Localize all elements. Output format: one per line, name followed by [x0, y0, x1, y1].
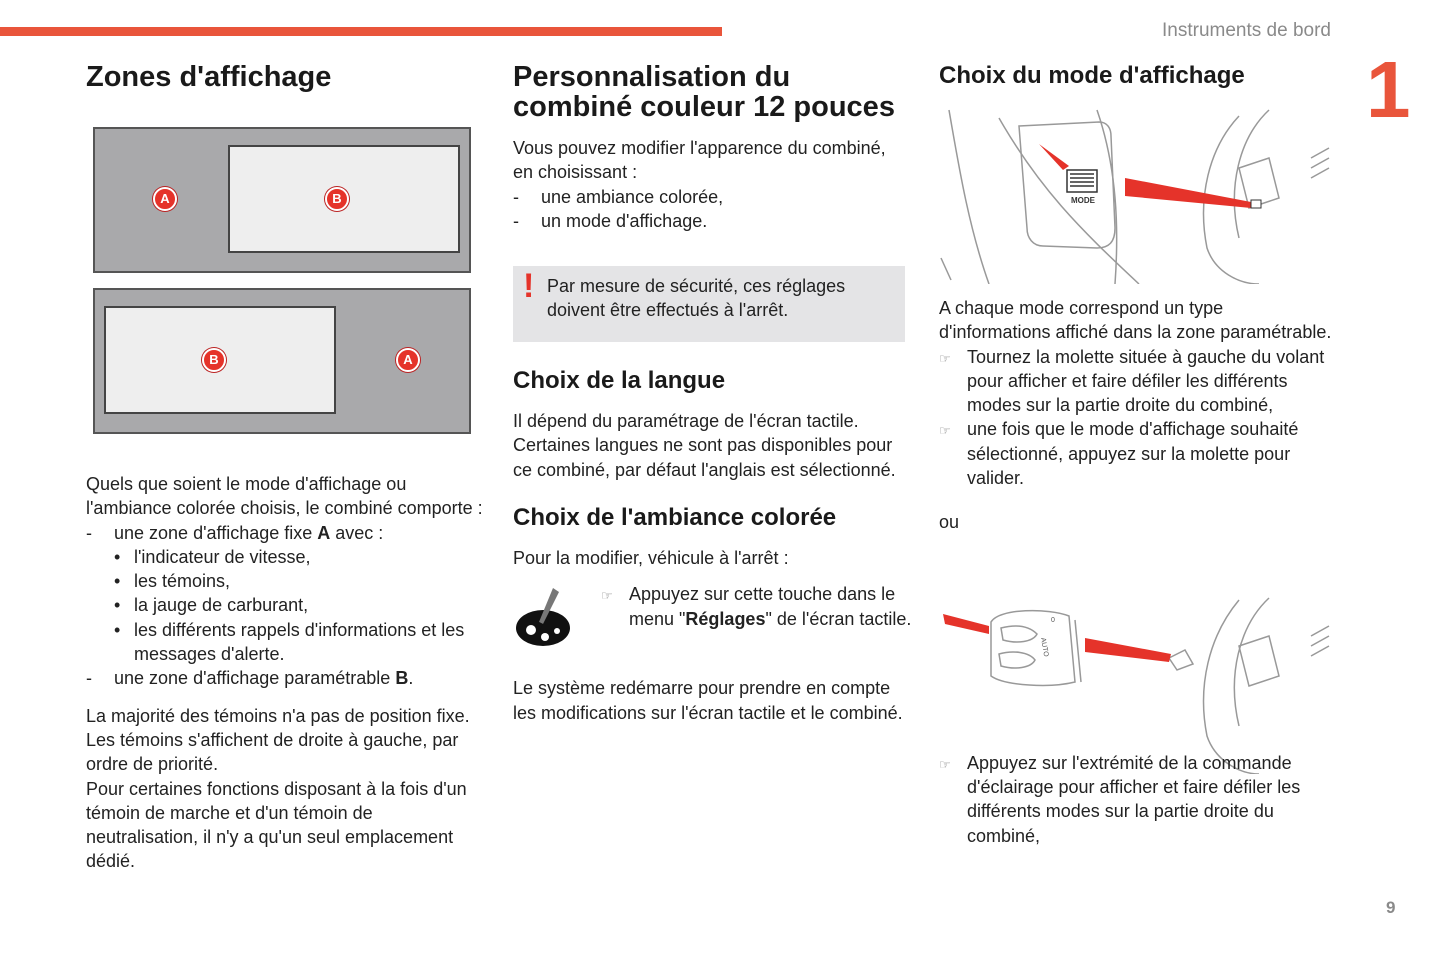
palette-icon: [513, 586, 579, 650]
mode-step: ☞ Tournez la molette située à gauche du volant pour afficher et faire défiler les différents modes sur la partie droite du combiné,: [939, 346, 1325, 416]
section-title: Instruments de bord: [1162, 20, 1331, 41]
heading-display-mode: Choix du mode d'affichage: [939, 62, 1245, 89]
heading-ambience: Choix de l'ambiance colorée: [513, 504, 837, 532]
cluster-layout-2: [93, 288, 471, 434]
paragraph: Les témoins s'affichent de droite à gauche, par ordre de priorité.: [86, 729, 459, 775]
hand-pointer-icon: ☞: [601, 588, 613, 604]
label-b-badge: B: [325, 187, 349, 211]
stalk-zero-label: 0: [1051, 617, 1055, 624]
column-customization: [513, 61, 912, 725]
list-item: • la jauge de carburant,: [86, 593, 486, 617]
mode-intro: A chaque mode correspond un type d'informations affiché dans la zone paramétrable.: [939, 298, 1332, 343]
list-item: • les différents rappels d'informations et les messages d'alerte.: [86, 618, 486, 667]
zone-param-item: - une zone d'affichage paramétrable B.: [86, 666, 486, 690]
mode-step: ☞ une fois que le mode d'affichage souhaité sélectionné, appuyez sur la molette pour valider.: [939, 419, 1299, 489]
heading-display-zones: Zones d'affichage: [86, 61, 332, 93]
paragraph: La majorité des témoins n'a pas de position fixe.: [86, 705, 470, 726]
lighting-step: ☞ Appuyez sur l'extrémité de la commande d'éclairage pour afficher et faire défiler les différents modes sur la partie droite du combiné,: [939, 752, 1301, 846]
lighting-stalk-illustration: [939, 596, 1332, 774]
heading-customization: Personnalisation du combiné couleur 12 pouces: [513, 61, 895, 123]
hand-pointer-icon: ☞: [939, 423, 951, 439]
ambience-intro: Pour la modifier, véhicule à l'arrêt :: [513, 548, 789, 569]
zones-intro: Quels que soient le mode d'affichage ou l'ambiance colorée choisis, le combiné comporte :: [86, 474, 483, 519]
hand-pointer-icon: ☞: [939, 756, 951, 772]
paragraph: Pour certaines fonctions disposant à la fois d'un témoin de marche et d'un témoin de neutralisation, il n'y a qu'un seul emplacement dédié.: [86, 778, 467, 872]
safety-warning-box: [513, 266, 905, 342]
language-text: Il dépend du paramétrage de l'écran tactile. Certaines langues ne sont pas disponibles pour ce combiné, par défaut l'anglais est sélectionné.: [513, 411, 896, 480]
ambience-step: [513, 582, 912, 682]
steering-wheel-mode-illustration: [939, 108, 1332, 284]
restart-text: Le système redémarre pour prendre en compte les modifications sur l'écran tactile et le combiné.: [513, 678, 903, 723]
column-display-zones: [86, 62, 486, 874]
column-display-mode: [939, 62, 1334, 848]
page-number: 9: [1386, 898, 1396, 917]
chapter-number: 1: [1366, 45, 1411, 134]
customization-intro: Vous pouvez modifier l'apparence du combiné, en choisissant :: [513, 138, 886, 183]
ambience-step-text: ☞ Appuyez sur cette touche dans le menu "Réglages" de l'écran tactile.: [601, 584, 912, 629]
display-zones-figure: [86, 92, 486, 452]
mode-button-label: MODE: [1071, 196, 1095, 205]
header-accent-bar: [0, 27, 722, 36]
or-separator: ou: [939, 512, 960, 533]
zone-fixed-item: - une zone d'affichage fixe A avec :: [86, 521, 486, 545]
label-a-badge: A: [153, 187, 177, 211]
list-item: • l'indicateur de vitesse,: [86, 545, 486, 569]
list-item: • les témoins,: [86, 569, 486, 593]
warning-wrapper: [513, 233, 908, 343]
warning-icon: !: [523, 267, 535, 306]
label-b-badge: B: [202, 348, 226, 372]
stalk-auto-label: AUTO: [1039, 637, 1050, 658]
list-item: - un mode d'affichage.: [513, 209, 908, 233]
hand-pointer-icon: ☞: [939, 350, 951, 366]
list-item: - une ambiance colorée,: [513, 185, 908, 209]
label-a-badge: A: [396, 348, 420, 372]
heading-language: Choix de la langue: [513, 367, 726, 395]
cluster-layout-1: [93, 127, 471, 273]
safety-warning-text: Par mesure de sécurité, ces réglages doivent être effectués à l'arrêt.: [547, 276, 846, 321]
